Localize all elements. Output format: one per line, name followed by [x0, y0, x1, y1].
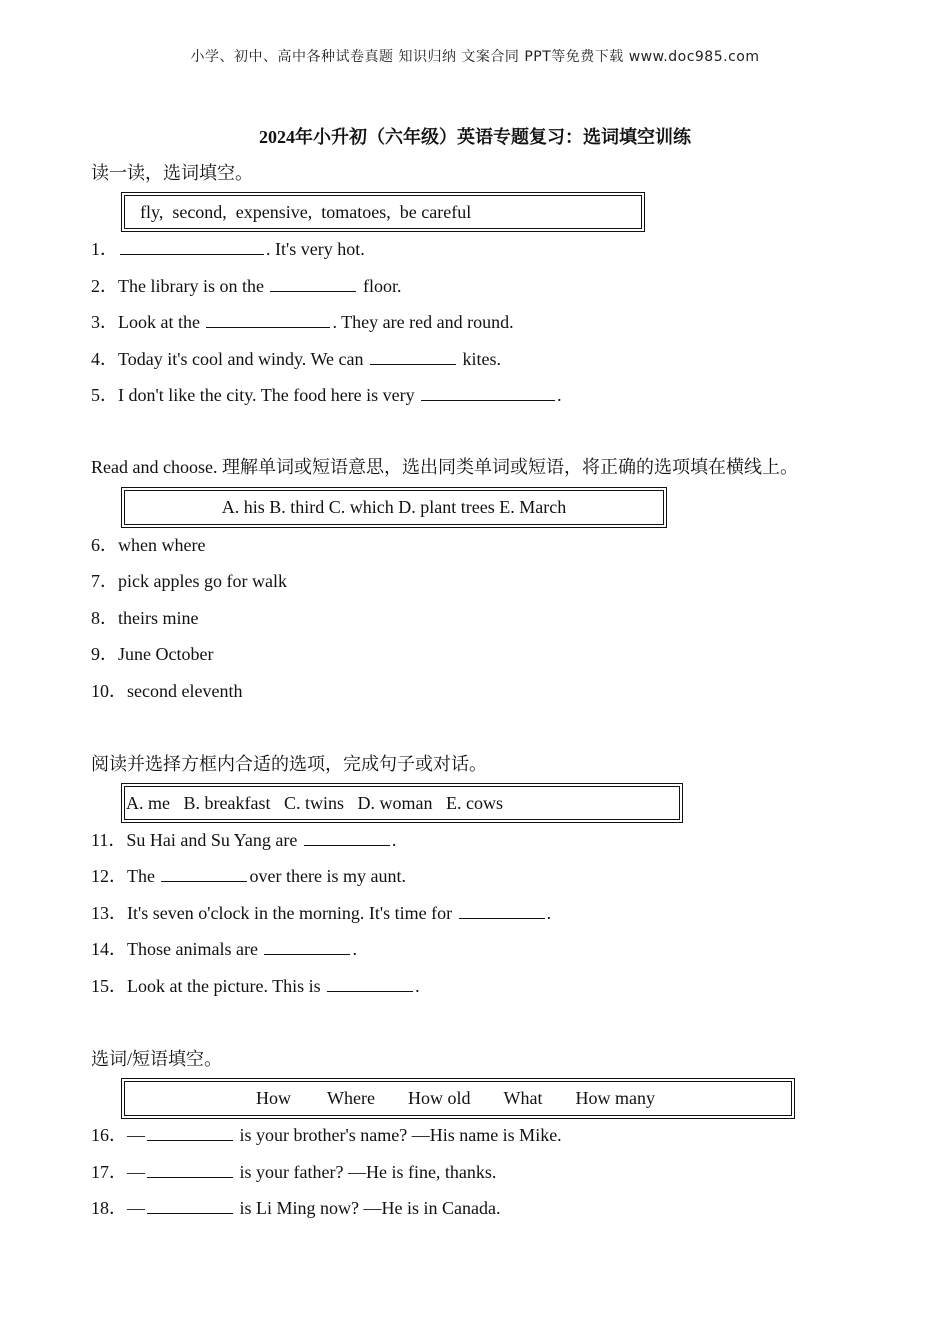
- question-18: 18．— is Li Ming now? —He is in Canada.: [91, 1194, 500, 1220]
- question-6: 6．when where: [91, 535, 206, 555]
- answer-blank[interactable]: [264, 936, 350, 955]
- word-bank-text: [256, 1079, 655, 1118]
- question-11: 11．Su Hai and Su Yang are .: [91, 826, 396, 852]
- answer-blank[interactable]: [161, 863, 247, 882]
- word-option: Where: [327, 1088, 375, 1108]
- answer-blank[interactable]: [327, 973, 413, 992]
- question-14: 14．Those animals are .: [91, 935, 357, 961]
- section3-word-bank: [121, 783, 683, 823]
- question-13: 13．It's seven o'clock in the morning. It's time for .: [91, 899, 551, 925]
- page-title: 2024年小升初（六年级）英语专题复习：选词填空训练: [259, 127, 691, 147]
- question-7: 7．pick apples go for walk: [91, 571, 287, 591]
- answer-blank[interactable]: [147, 1159, 233, 1178]
- word-option: How many: [575, 1088, 655, 1108]
- section1-word-bank: [121, 192, 645, 232]
- word-bank-text: A. his B. third C. which D. plant trees E. March: [221, 497, 567, 517]
- section3-instruction: 阅读并选择方框内合适的选项，完成句子或对话。: [91, 754, 487, 774]
- answer-blank[interactable]: [304, 827, 390, 846]
- question-8: 8．theirs mine: [91, 608, 199, 628]
- word-option: How old: [407, 1088, 471, 1108]
- answer-blank[interactable]: [147, 1195, 233, 1214]
- answer-blank[interactable]: [270, 273, 356, 292]
- page-header: 小学、初中、高中各种试卷真题 知识归纳 文案合同 PPT等免费下载 www.doc985.com: [190, 49, 760, 65]
- question-17: 17．— is your father? —He is fine, thanks.: [91, 1158, 496, 1184]
- section4-instruction: 选词/短语填空。: [91, 1049, 223, 1069]
- question-5: 5．I don't like the city. The food here is very .: [91, 381, 562, 407]
- question-16: 16．— is your brother's name? —His name is Mike.: [91, 1121, 562, 1147]
- word-option: What: [503, 1088, 543, 1108]
- question-3: 3．Look at the . They are red and round.: [91, 308, 514, 334]
- section2-word-bank: [121, 487, 667, 528]
- question-12: 12．The over there is my aunt.: [91, 862, 406, 888]
- answer-blank[interactable]: [120, 236, 264, 255]
- answer-blank[interactable]: [206, 309, 330, 328]
- word-bank-text: fly, second, expensive, tomatoes, be careful: [140, 201, 472, 222]
- question-4: 4．Today it's cool and windy. We can kites.: [91, 345, 501, 371]
- word-bank-text: A. me B. breakfast C. twins D. woman E. cows: [126, 792, 503, 813]
- question-1: 1． . It's very hot.: [91, 235, 365, 261]
- section4-word-bank: [121, 1078, 795, 1119]
- question-2: 2．The library is on the floor.: [91, 272, 401, 298]
- section2-instruction: Read and choose. 理解单词或短语意思，选出同类单词或短语，将正确的选项填在横线上。: [91, 457, 798, 477]
- section1-instruction: 读一读，选词填空。: [91, 163, 253, 183]
- question-15: 15．Look at the picture. This is .: [91, 972, 420, 998]
- answer-blank[interactable]: [370, 346, 456, 365]
- word-option: How: [256, 1088, 291, 1108]
- question-9: 9．June October: [91, 644, 214, 664]
- answer-blank[interactable]: [421, 382, 555, 401]
- question-10: 10．second eleventh: [91, 681, 243, 701]
- answer-blank[interactable]: [147, 1122, 233, 1141]
- answer-blank[interactable]: [459, 900, 545, 919]
